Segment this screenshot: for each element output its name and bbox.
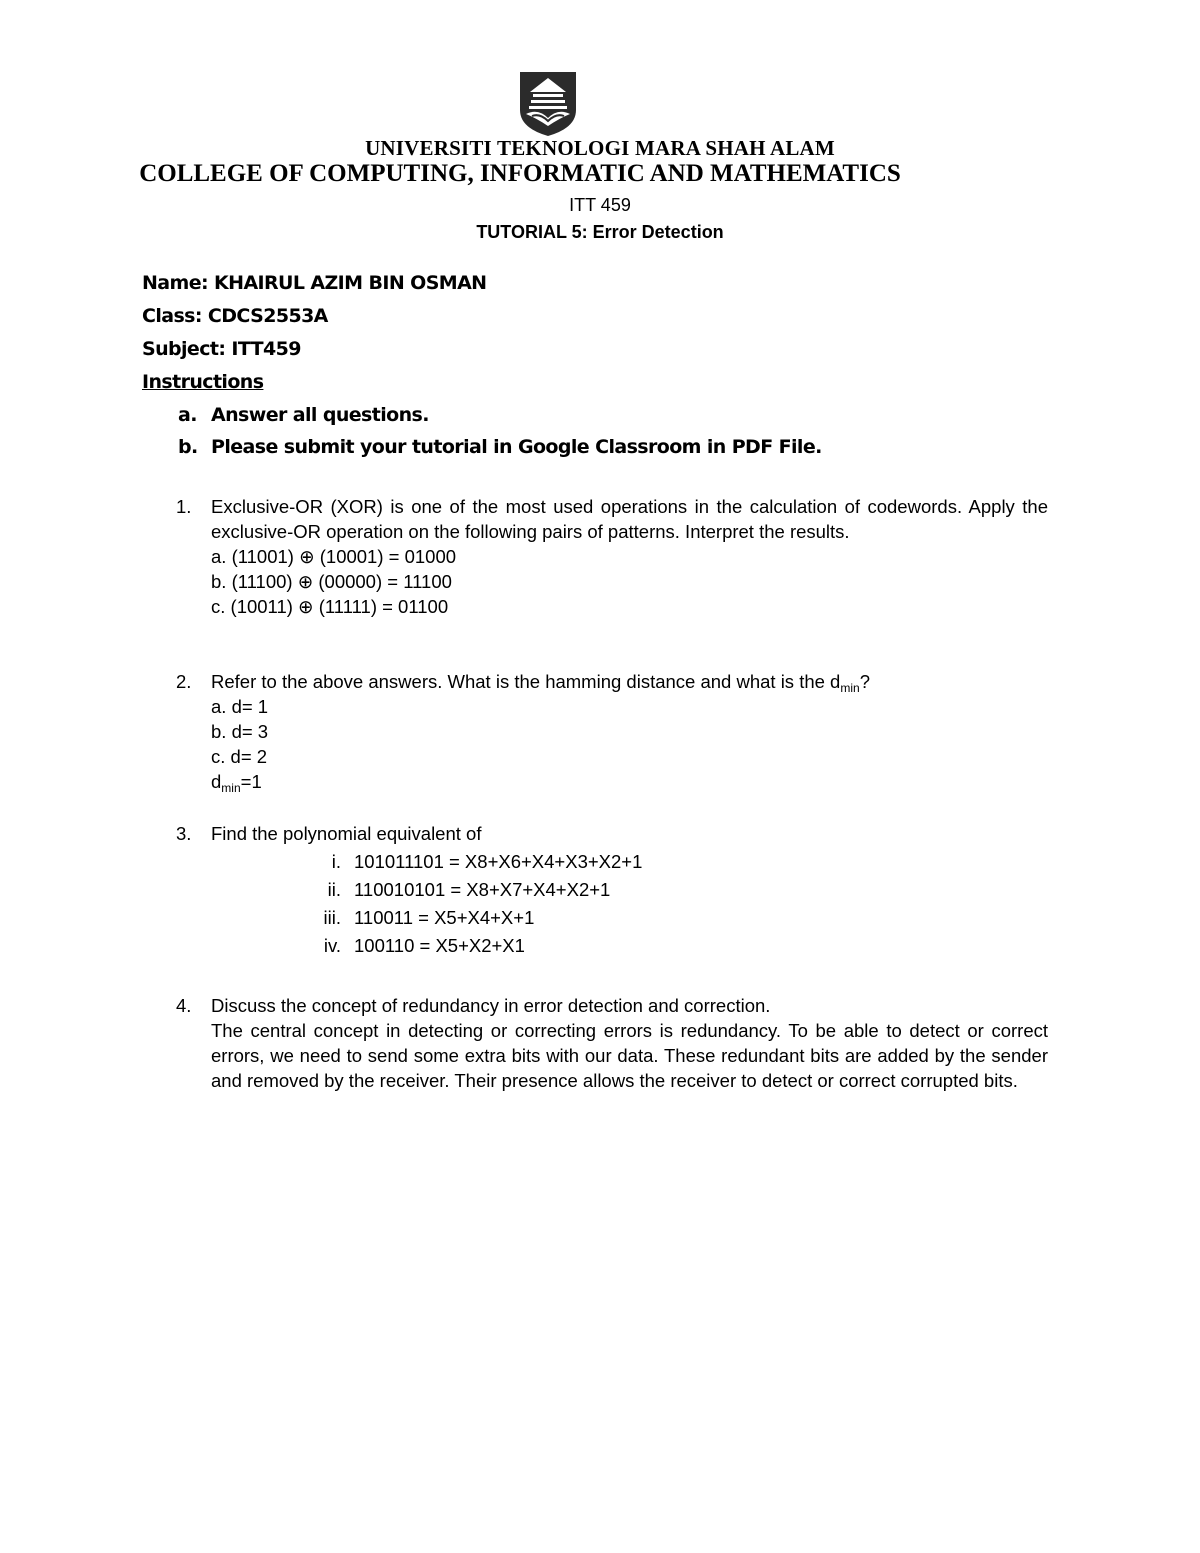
question-number: 3. (176, 823, 192, 844)
college-name: COLLEGE OF COMPUTING, INFORMATIC AND MATHEMATICS (139, 160, 901, 187)
roman-numeral: iv. (323, 935, 341, 956)
student-subject: Subject: ITT459 (142, 338, 301, 360)
dmin-answer: $d_{min}=1$ (211, 771, 262, 795)
instruction-marker: b. (178, 436, 198, 458)
answer-line: b. (11100) ⊕ (00000) = 11100 (211, 571, 452, 592)
answer-line: b. d= 3 (211, 721, 269, 742)
polynomial-item (211, 849, 1048, 877)
polynomial-text: 110011 = X5+X4+X+1 (354, 907, 535, 928)
question-number: 1. (176, 496, 192, 517)
roman-numeral: iii. (323, 907, 341, 928)
instruction-marker: a. (178, 404, 197, 426)
polynomial-item (211, 933, 1048, 961)
polynomial-item (211, 877, 1048, 905)
instruction-text: Answer all questions. (211, 404, 429, 426)
student-class: Class: CDCS2553A (142, 305, 328, 327)
instructions-heading: Instructions (142, 371, 264, 393)
answer-paragraph: The central concept in detecting or correcting errors is redundancy. To be able to detect or correct errors, we need to send some extra bits with our data. These redundant bits are added by the sender and removed by the receiver. Their presence allows the receiver to detect or correct corrupted bits. (211, 1020, 1048, 1091)
question-text: Refer to the above answers. What is the hamming distance and what is the $d_{min}$? (211, 671, 870, 695)
question-3 (176, 821, 1048, 961)
answer-line: c. (10011) ⊕ (11111) = 01100 (211, 596, 449, 617)
question-number: 4. (176, 995, 192, 1016)
instruction-item (178, 436, 822, 458)
question-text: Find the polynomial equivalent of (211, 823, 482, 844)
question-text: Discuss the concept of redundancy in error detection and correction. (211, 995, 771, 1016)
university-crest-icon (518, 70, 578, 138)
answer-line: c. d= 2 (211, 746, 268, 767)
roman-numeral: i. (331, 851, 341, 872)
polynomial-text: 101011101 = X8+X6+X4+X3+X2+1 (354, 851, 643, 872)
polynomial-text: 100110 = X5+X2+X1 (354, 935, 525, 956)
question-number: 2. (176, 671, 192, 692)
roman-numeral: ii. (327, 879, 341, 900)
answer-line: a. (11001) ⊕ (10001) = 01000 (211, 546, 457, 567)
university-name: UNIVERSITI TEKNOLOGI MARA SHAH ALAM (365, 136, 835, 160)
instruction-item (178, 404, 429, 426)
tutorial-title: TUTORIAL 5: Error Detection (476, 222, 724, 242)
question-4 (176, 993, 1048, 1093)
question-text: Exclusive-OR (XOR) is one of the most used operations in the calculation of codewords. Apply the exclusive-OR operation on the following pairs of patterns. Interpret the results. (211, 496, 1048, 542)
question-1 (176, 494, 1048, 619)
answer-line: a. d= 1 (211, 696, 269, 717)
polynomial-item (211, 905, 1048, 933)
polynomial-text: 110010101 = X8+X7+X4+X2+1 (354, 879, 611, 900)
course-code: ITT 459 (569, 195, 631, 215)
question-2 (176, 669, 1048, 794)
student-name: Name: KHAIRUL AZIM BIN OSMAN (142, 272, 487, 294)
instruction-text: Please submit your tutorial in Google Classroom in PDF File. (211, 436, 822, 458)
